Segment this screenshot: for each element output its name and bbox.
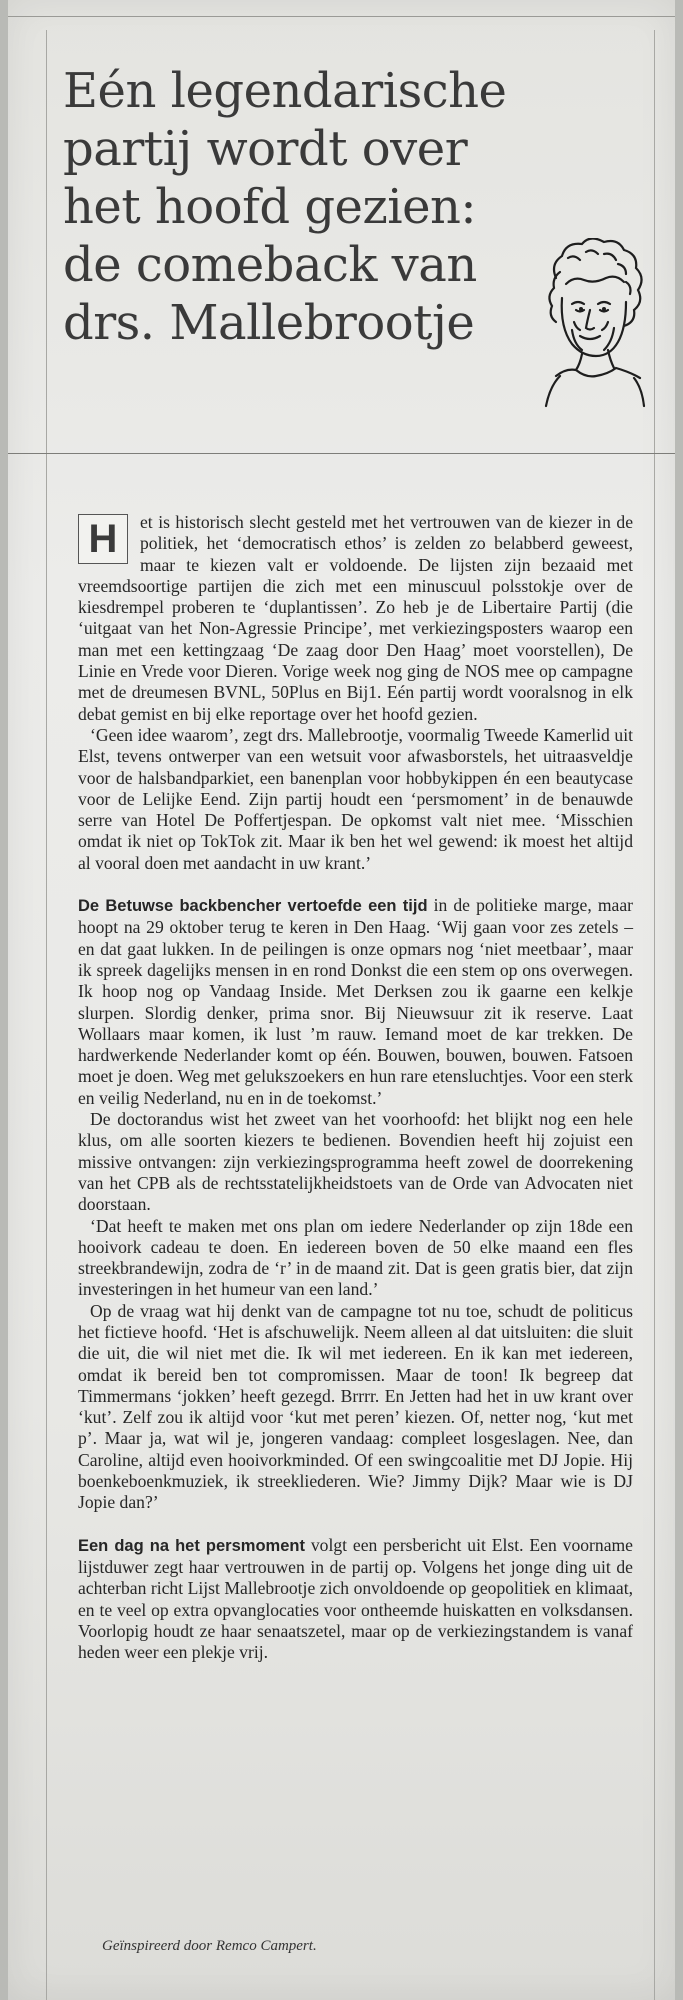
paragraph-3-text: in de politieke marge, maar hoopt na 29 oktober terug te keren in Den Haag. ‘Wij gaan voor zes zetels – en dat gaat lukken. In de peilingen is onze opmars nog ‘niet meetbaar’, maar ik spreek dagelijks mensen in en rond Donkst die een stem op ons overwegen. Ik hoop nog op Vandaag Inside. Met Derksen zou ik gaarne een kelkje slurpen. Slordig denker, prima snor. Bij Nieuwsuur zit ik reserve. Laat Wollaars maar komen, ik lust ’m rauw. Iemand moet de kar trekken. De hardwerkende Nederlander komt op één. Bouwen, bouwen, bouwen. Fatsoen moet je doen. Weg met gelukszoekers en hun rare etensluchtjes. Voor een sterk en veilig Nederland, nu en in de toekomst.’ <box>78 895 633 1108</box>
paragraph-7-lead: Een dag na het persmoment <box>78 1536 305 1555</box>
headline: Eén legendarische partij wordt over het hoofd gezien: de comeback van drs. Mallebrootje <box>63 63 507 351</box>
paragraph-2: ‘Geen idee waarom’, zegt drs. Mallebrootje, voormalig Tweede Kamerlid uit Elst, tevens ontwerper van een wetsuit voor afwasborstels, het uitraasveldje voor de halsbandparkiet, een banenplan voor hobbykippen én een beautycase voor de Lelijke Eend. Zijn partij houdt een ‘persmoment’ in de benauwde serre van Hotel De Poffertjespan. De opkomst valt niet mee. ‘Misschien omdat ik niet op TokTok zit. Maar ik ben het wel gewend: ik moest het altijd al vooral doen met aandacht in uw krant.’ <box>78 724 633 873</box>
paragraph-1 <box>78 512 633 725</box>
left-column-rule <box>46 30 47 2000</box>
author-portrait-icon <box>526 238 656 408</box>
newspaper-page <box>8 0 675 2000</box>
paragraph-7 <box>78 1535 633 1664</box>
paragraph-4: De doctorandus wist het zweet van het voorhoofd: het blijkt nog een hele klus, om alle soorten kiezers te bedienen. Bovendien heeft hij zojuist een missive ontvangen: zijn verkiezingsprogramma heeft zowel de doorrekening van het CPB als de rechtsstatelijkheidstoets van de Orde van Advocaten niet doorstaan. <box>78 1109 633 1215</box>
drop-cap: H <box>78 514 128 564</box>
paragraph-1-text: et is historisch slecht gesteld met het vertrouwen van de kiezer in de politiek, het ‘democratisch ethos’ is zelden zo belabberd geweest, maar te kiezen valt er voldoende. De lijsten zijn bezaaid met vreemdsoortige partijen die zich met een minuscuul polsstokje over de kiesdrempel proberen te ‘duplantissen’. Zo heb je de Libertaire Partij (die ‘uitgaat van het Non-Agressie Principe’, met verkiezingsposters waarop een man met een kettingzaag ‘De zaag door Den Haag’ moet voorstellen), De Linie en Vrede voor Dieren. Vorige week nog ging de NOS mee op campagne met de dreumesen BVNL, 50Plus en Bij1. Eén partij wordt vooralsnog in elk debat gemist en bij elke reportage over het hoofd gezien. <box>78 512 633 724</box>
paragraph-6: Op de vraag wat hij denkt van de campagne tot nu toe, schudt de politicus het fictieve hoofd. ‘Het is afschuwelijk. Neem alleen al dat uitsluiten: die sluit die uit, die wil niet met die. Ik wil met iedereen. En ik kan met iedereen, omdat ik bereid ben tot compromissen. Maar de toon! Ik begreep dat Timmermans ‘jokken’ heeft gezegd. Brrrr. En Jetten had het in uw krant over ‘kut’. Zelf zou ik altijd voor ‘kut met peren’ kiezen. Of, netter nog, ‘kut met p’. Maar ja, wat wil je, jongeren vandaag: compleet losgeslagen. Nee, dan Caroline, altijd even hooivorkminded. Of een swingcoalitie met DJ Jopie. Hij boenkeboenkmuziek, ik streekliederen. Wie? Jimmy Dijk? Maar wie is DJ Jopie dan?’ <box>78 1300 633 1513</box>
top-rule <box>8 16 675 17</box>
headline-divider <box>8 453 675 454</box>
inspiration-credit: Geïnspireerd door Remco Campert. <box>102 1938 317 1954</box>
paragraph-3 <box>78 895 633 1109</box>
paragraph-3-lead: De Betuwse backbencher vertoefde een tijd <box>78 897 428 916</box>
paragraph-7-text: volgt een persbericht uit Elst. Een voorname lijstduwer zegt haar vertrouwen in de partij op. Volgens het jonge ding uit de achterban richt Lijst Mallebrootje zich onvoldoende op geopolitiek en klimaat, en te veel op extra opvanglocaties voor ontheemde huiskatten en volksdansen. Voorlopig houdt ze haar senaatszetel, maar op de verkiezingstandem is vanaf heden weer een plekje vrij. <box>78 1534 633 1663</box>
article-body <box>78 512 633 1663</box>
paragraph-5: ‘Dat heeft te maken met ons plan om iedere Nederlander op zijn 18de een hooivork cadeau te doen. En iedereen boven de 50 elke maand een fles streekbrandewijn, zodra de ‘r’ in de maand zit. Dat is geen gratis bier, dat zijn investeringen in het humeur van een land.’ <box>78 1215 633 1300</box>
